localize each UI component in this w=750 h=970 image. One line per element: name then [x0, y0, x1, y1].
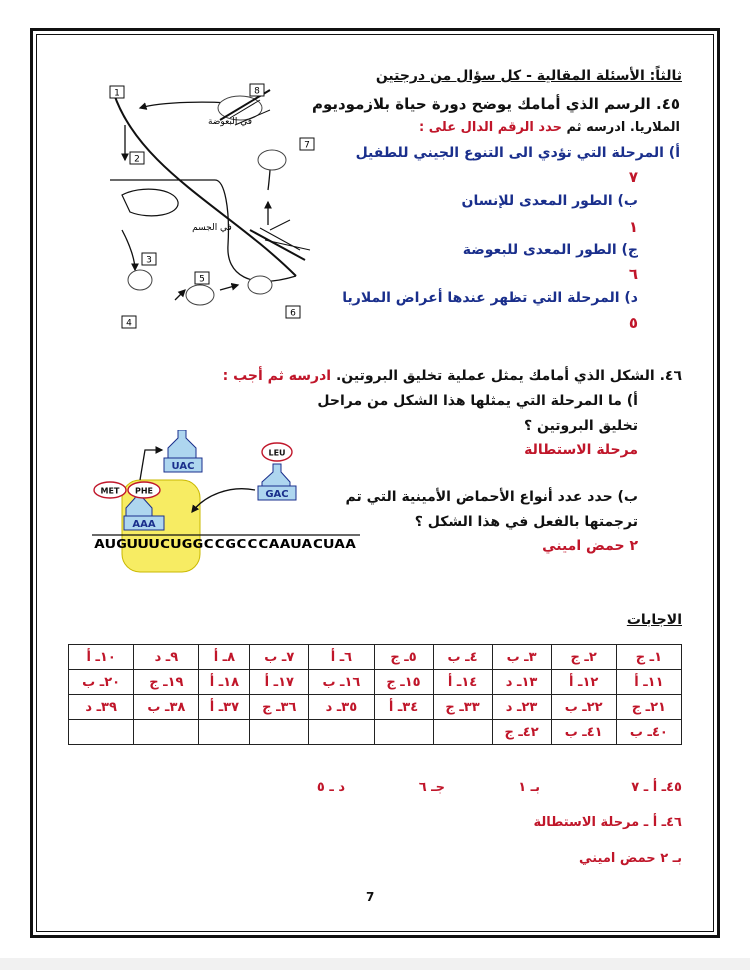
- stage-label-8: [250, 84, 264, 97]
- answer-cell: ٩ـ د: [134, 645, 199, 670]
- q46-line1-black: ٤٦. الشكل الذي أمامك يمثل عملية تخليق البروتين.: [335, 368, 682, 384]
- svg-text:UAC: UAC: [171, 461, 195, 472]
- a45-part-c: جـ ٦: [418, 780, 445, 795]
- amino-acid-leu: [262, 443, 292, 461]
- arrow-exit-trna: [140, 450, 162, 480]
- answers-row: [69, 720, 682, 745]
- stage-label-2: [130, 152, 144, 165]
- svg-text:5: 5: [199, 274, 205, 285]
- q46-b-question-1: ب) حدد عدد أنواع الأحماض الأمينية التي تم: [345, 489, 638, 505]
- q45-b-question: ب) الطور المعدى للإنسان: [461, 193, 638, 209]
- answer-cell: ٨ـ أ: [199, 645, 250, 670]
- page-number: 7: [366, 890, 375, 904]
- trna-gac: [258, 464, 296, 500]
- body-region-label: في الجسم: [192, 223, 232, 233]
- answer-cell: ٤ـ ب: [433, 645, 492, 670]
- q45-line2-red: حدد الرقم الدال على :: [419, 120, 562, 135]
- answer-cell: [134, 720, 199, 745]
- answer-cell: [69, 720, 134, 745]
- q45-line2: [419, 120, 680, 135]
- answer-cell: ٣٩ـ د: [69, 695, 134, 720]
- q45-a-answer: ٧: [628, 168, 638, 186]
- answer-cell: ٣٨ـ ب: [134, 695, 199, 720]
- q45-line1: ٤٥. الرسم الذي أمامك يوضح دورة حياة بلازموديوم: [311, 95, 680, 113]
- svg-text:MET: MET: [100, 486, 120, 496]
- svg-text:LEU: LEU: [268, 448, 286, 458]
- answer-cell: ١٢ـ أ: [551, 670, 616, 695]
- stage-label-6: [286, 306, 300, 319]
- q45-c-question: ج) الطور المعدى للبعوضة: [462, 242, 638, 258]
- answer-cell: ١٩ـ ج: [134, 670, 199, 695]
- answer-cell: ١٤ـ أ: [433, 670, 492, 695]
- q46-line1: [223, 368, 682, 384]
- protein-synthesis-diagram: [90, 430, 370, 575]
- viewer-bottom-strip: [0, 958, 750, 970]
- malaria-lifecycle-diagram: [100, 80, 330, 335]
- answer-cell: ٣٥ـ د: [309, 695, 374, 720]
- a46-part-b: بـ ٢ حمض اميني: [579, 851, 682, 866]
- answer-cell: ١٠ـ أ: [69, 645, 134, 670]
- answers-row: [69, 695, 682, 720]
- mosquito-region-label: في البعوضة: [207, 117, 253, 127]
- arrow-5-6: [220, 285, 238, 290]
- answer-cell: ٧ـ ب: [250, 645, 309, 670]
- answer-cell: ٥ـ ج: [374, 645, 433, 670]
- mrna-sequence: AUGUUUCUGGCCGCCCAAUACUAA: [94, 537, 358, 551]
- mosquito-bottom-icon: [250, 220, 310, 260]
- answer-cell: [374, 720, 433, 745]
- answer-cell: ٤٢ـ ج: [492, 720, 551, 745]
- q45-line2-black: الملاريا. ادرسه ثم: [566, 120, 680, 135]
- trna-uac: [164, 430, 202, 472]
- svg-text:GAC: GAC: [265, 489, 289, 500]
- amino-acid-met: [94, 482, 126, 498]
- amino-acid-phe: [128, 482, 160, 498]
- answer-cell: ٤١ـ ب: [551, 720, 616, 745]
- section-title: ثالثاً: الأسئلة المقالية - كل سؤال من درجتين: [375, 68, 682, 84]
- a45-part-a: ٤٥ـ أ ـ ٧: [631, 780, 682, 795]
- svg-text:7: 7: [304, 140, 310, 151]
- answer-cell: ١٨ـ أ: [199, 670, 250, 695]
- answers-table: [68, 644, 682, 745]
- answer-cell: [199, 720, 250, 745]
- answer-cell: ٣٤ـ أ: [374, 695, 433, 720]
- svg-text:2: 2: [134, 154, 140, 165]
- answer-cell: ٦ـ أ: [309, 645, 374, 670]
- q46-a-question-2: تخليق البروتين ؟: [523, 418, 638, 434]
- q45-b-answer: ١: [628, 218, 638, 236]
- stage-label-7: [300, 138, 314, 151]
- answer-cell: ٢٣ـ د: [492, 695, 551, 720]
- q46-a-answer: مرحلة الاستطالة: [524, 442, 638, 458]
- a46-part-a: ٤٦ـ أ ـ مرحلة الاستطالة: [533, 815, 682, 830]
- stage-7-blob: [258, 150, 286, 170]
- q46-b-answer: ٢ حمض اميني: [542, 538, 638, 554]
- answer-cell: ١ـ ج: [616, 645, 681, 670]
- q45-a-question: أ) المرحلة التي تؤدي الى التنوع الجيني للطفيل: [355, 145, 680, 161]
- answer-cell: ١٣ـ د: [492, 670, 551, 695]
- svg-text:4: 4: [126, 318, 132, 329]
- liver-shape: [122, 189, 178, 216]
- answer-cell: ٣٦ـ ج: [250, 695, 309, 720]
- answer-cell: ٣٧ـ أ: [199, 695, 250, 720]
- q46-b-question-2: ترجمتها بالفعل في هذا الشكل ؟: [414, 514, 638, 530]
- a45-part-d: د ـ ٥: [316, 780, 345, 795]
- stage-label-3: [142, 253, 156, 266]
- stage-3-blob: [128, 270, 152, 290]
- answers-row: [69, 645, 682, 670]
- stage-5-blob: [186, 285, 214, 305]
- svg-text:AAA: AAA: [132, 519, 156, 530]
- arrow-4-5: [175, 290, 185, 300]
- answer-cell: ١٥ـ ج: [374, 670, 433, 695]
- answer-cell: [250, 720, 309, 745]
- svg-text:6: 6: [290, 308, 296, 319]
- arrow-2-3: [122, 230, 135, 270]
- answer-cell: ١١ـ أ: [616, 670, 681, 695]
- answer-cell: ٣ـ ب: [492, 645, 551, 670]
- q45-c-answer: ٦: [628, 265, 638, 283]
- answer-cell: ٢١ـ ج: [616, 695, 681, 720]
- q46-a-question-1: أ) ما المرحلة التي يمثلها هذا الشكل من مراحل: [317, 393, 638, 409]
- stage-6-blob: [248, 276, 272, 294]
- stage-label-1: [110, 86, 124, 99]
- answer-cell: ٣٣ـ ج: [433, 695, 492, 720]
- q45-d-question: د) المرحلة التي تظهر عندها أعراض الملاريا: [342, 290, 638, 306]
- answer-cell: ٢٢ـ ب: [551, 695, 616, 720]
- q45-d-answer: ٥: [628, 314, 638, 332]
- answer-cell: ٢٠ـ ب: [69, 670, 134, 695]
- svg-text:8: 8: [254, 86, 260, 97]
- answer-cell: ١٦ـ ب: [309, 670, 374, 695]
- svg-text:3: 3: [146, 255, 152, 266]
- answer-cell: ٤٠ـ ب: [616, 720, 681, 745]
- answer-cell: ٢ـ ج: [551, 645, 616, 670]
- answers-row: [69, 670, 682, 695]
- stage-label-4: [122, 316, 136, 329]
- svg-text:1: 1: [114, 88, 120, 99]
- stage-label-5: [195, 272, 209, 285]
- a45-part-b: بـ ١: [518, 780, 540, 795]
- answer-cell: [309, 720, 374, 745]
- answer-cell: ١٧ـ أ: [250, 670, 309, 695]
- answer-cell: [433, 720, 492, 745]
- q46-line1-red: ادرسه ثم أجب :: [222, 368, 332, 384]
- answers-title: الاجابات: [626, 612, 682, 628]
- arrow-enter-trna: [192, 489, 255, 512]
- svg-text:PHE: PHE: [134, 486, 154, 496]
